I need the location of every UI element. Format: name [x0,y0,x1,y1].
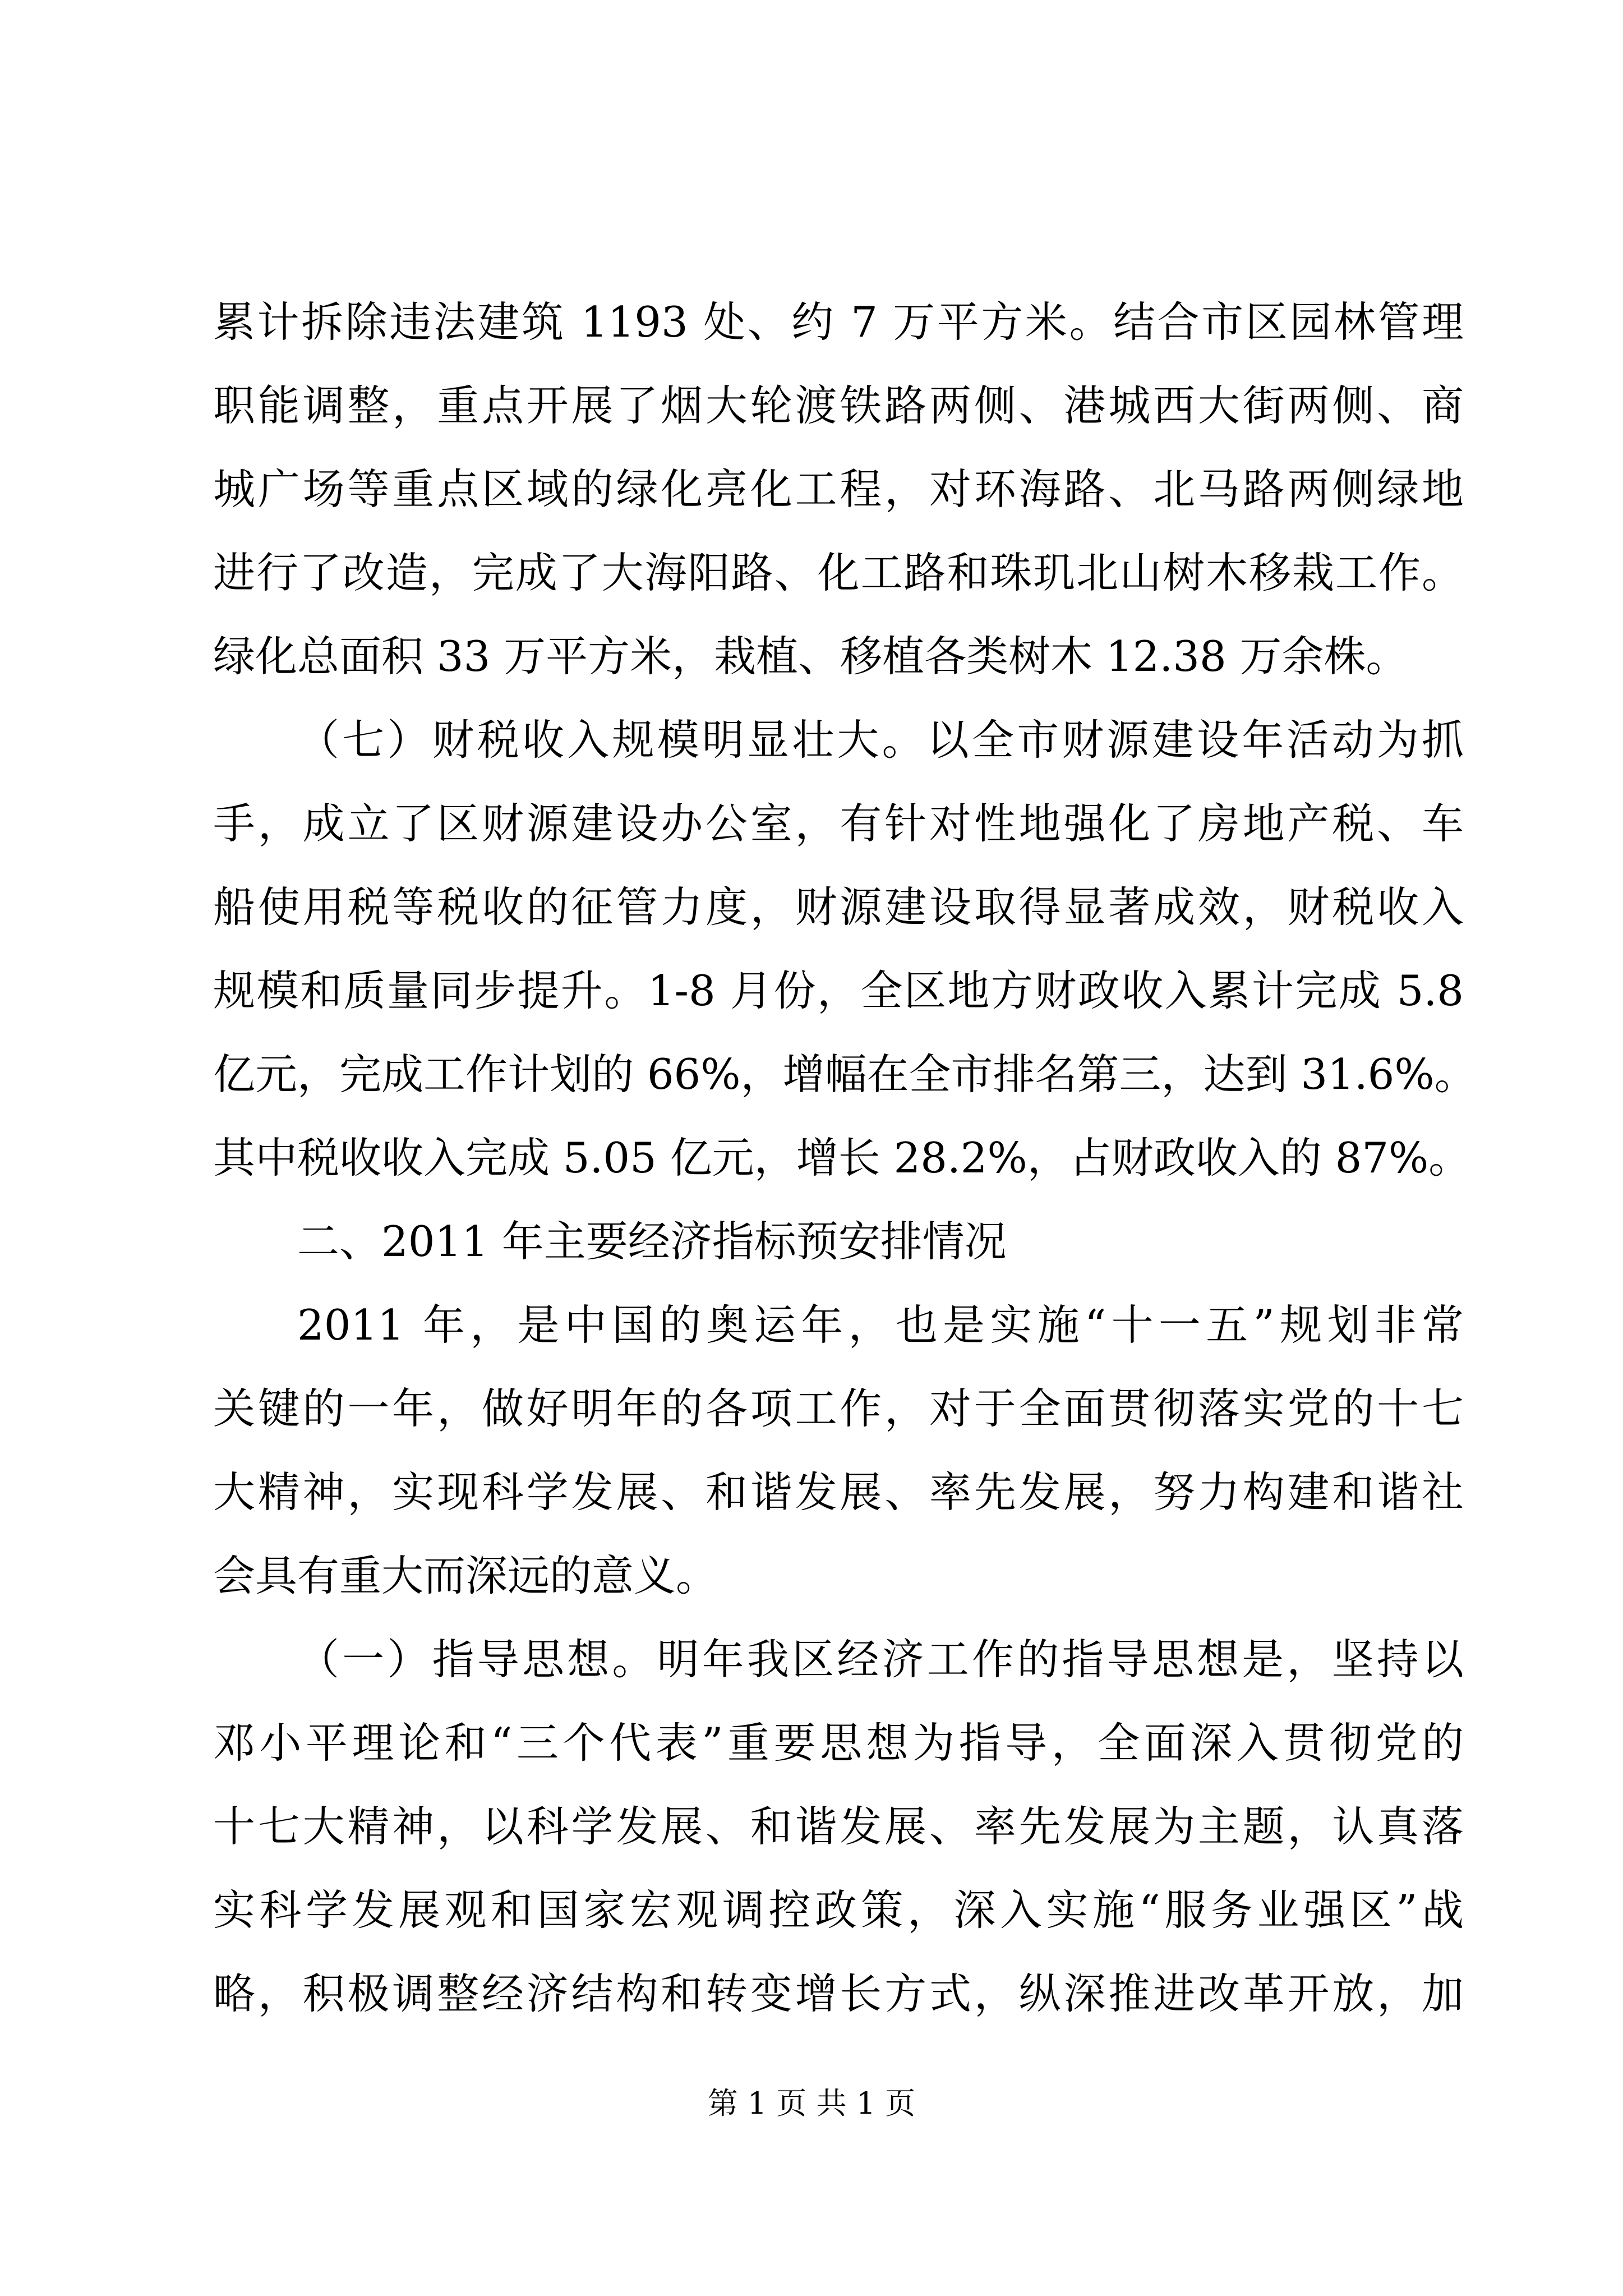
body-text-line: 进行了改造，完成了大海阳路、化工路和珠玑北山树木移栽工作。 [213,548,1464,597]
paragraph-first-line: 2011 年，是中国的奥运年，也是实施“十一五”规划非常 [297,1300,1464,1350]
body-text-line: 亿元，完成工作计划的 66%，增幅在全市排名第三，达到 31.6%。 [213,1050,1477,1099]
body-text-line: 大精神，实现科学发展、和谐发展、率先发展，努力构建和谐社 [213,1467,1464,1517]
body-text-line: 关键的一年，做好明年的各项工作，对于全面贯彻落实党的十七 [213,1384,1464,1433]
body-text-line: 船使用税等税收的征管力度，财源建设取得显著成效，财税收入 [213,882,1464,932]
body-text-line: 累计拆除违法建筑 1193 处、约 7 万平方米。结合市区园林管理 [213,297,1464,347]
body-text-line: 城广场等重点区域的绿化亮化工程，对环海路、北马路两侧绿地 [213,464,1464,514]
body-text-line: 规模和质量同步提升。1-8 月份，全区地方财政收入累计完成 5.8 [213,966,1464,1015]
body-text-line: 其中税收收入完成 5.05 亿元，增长 28.2%，占财政收入的 87%。 [213,1133,1471,1182]
body-text-line: 会具有重大而深远的意义。 [213,1551,718,1600]
body-text-line: 职能调整，重点开展了烟大轮渡铁路两侧、港城西大街两侧、商 [213,381,1464,430]
body-text-line: 邓小平理论和“三个代表”重要思想为指导，全面深入贯彻党的 [213,1718,1464,1768]
body-text-line: 十七大精神，以科学发展、和谐发展、率先发展为主题，认真落 [213,1802,1464,1851]
body-text-line: 手，成立了区财源建设办公室，有针对性地强化了房地产税、车 [213,799,1464,848]
paragraph-first-line: （七）财税收入规模明显壮大。以全市财源建设年活动为抓 [297,715,1464,765]
paragraph-first-line: （一）指导思想。明年我区经济工作的指导思想是，坚持以 [297,1635,1464,1684]
page-number-footer: 第 1 页 共 1 页 [707,2086,916,2121]
body-text-line: 实科学发展观和国家宏观调控政策，深入实施“服务业强区”战 [213,1885,1464,1935]
body-text-line: 略，积极调整经济结构和转变增长方式，纵深推进改革开放，加 [213,1969,1464,2018]
section-heading: 二、2011 年主要经济指标预安排情况 [297,1217,1007,1266]
body-text-line: 绿化总面积 33 万平方米，栽植、移植各类树木 12.38 万余株。 [213,632,1408,681]
